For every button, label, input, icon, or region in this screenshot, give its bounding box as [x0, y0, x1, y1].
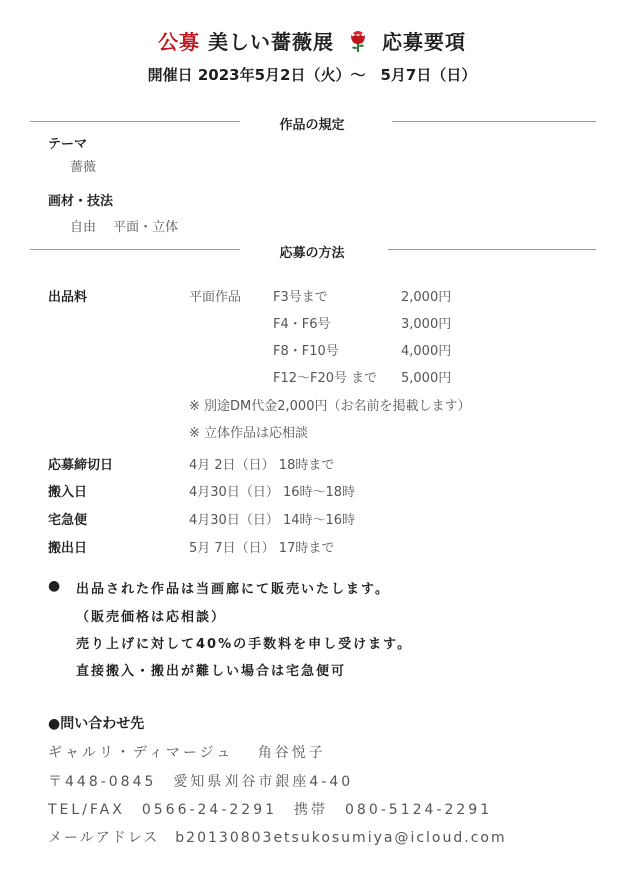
fee-price: 3,000円 [401, 317, 452, 332]
event-date: 開催日 2023年5月2日（火）～ 5月7日（日） [147, 66, 477, 84]
bullet-icon: ● [48, 578, 63, 594]
material-label: 画材・技法 [48, 194, 114, 209]
fee-price: 2,000円 [401, 290, 452, 305]
dm-note: ※ 別途DM代金2,000円（お名前を掲載します） [189, 399, 471, 414]
page-title [0, 26, 624, 58]
contact-tel: TEL/FAX 0566-24-2291 携帯 080-5124-2291 [48, 802, 493, 818]
fee-size: F12〜F20号 まで [273, 371, 378, 386]
sales-line: 売り上げに対して40%の手数料を申し受けます。 [76, 637, 413, 652]
title-main: 美しい薔薇展 [208, 30, 335, 54]
fee-label: 出品料 [48, 290, 88, 305]
title-suffix: 応募要項 [381, 30, 466, 54]
contact-mail: メールアドレス b20130803etsukosumiya@icloud.com [48, 830, 507, 846]
fee-category: 平面作品 [189, 290, 242, 305]
rose-icon [348, 29, 368, 58]
section-heading-rules: 作品の規定 [279, 118, 345, 133]
sales-line: 出品された作品は当画廊にて販売いたします。 [76, 582, 390, 597]
fee-size: F8・F10号 [273, 344, 339, 359]
contact-address: 〒448-0845 愛知県刈谷市銀座4-40 [48, 774, 354, 790]
3d-note: ※ 立体作品は応相談 [189, 426, 309, 441]
schedule-value: 4月30日（日） 16時〜18時 [189, 485, 356, 500]
theme-value: 薔薇 [70, 160, 97, 175]
schedule-label: 搬出日 [48, 541, 88, 556]
schedule-label: 応募締切日 [48, 458, 114, 473]
schedule-label: 搬入日 [48, 485, 88, 500]
divider-right [392, 121, 596, 122]
contact-gallery: ギャルリ・ディマージュ 角谷悦子 [48, 745, 326, 761]
sales-line: 直接搬入・搬出が難しい場合は宅急便可 [76, 664, 347, 679]
schedule-value: 4月30日（日） 14時〜16時 [189, 513, 356, 528]
fee-price: 5,000円 [401, 371, 452, 386]
contact-heading: ●問い合わせ先 [48, 716, 145, 732]
title-prefix: 公募 [158, 30, 201, 54]
fee-size: F4・F6号 [273, 317, 331, 332]
fee-price: 4,000円 [401, 344, 452, 359]
theme-label: テーマ [48, 137, 88, 152]
fee-size: F3号まで [273, 290, 328, 305]
divider-right [388, 249, 596, 250]
schedule-value: 5月 7日（日） 17時まで [189, 541, 335, 556]
schedule-label: 宅急便 [48, 513, 88, 528]
sales-line: （販売価格は応相談） [76, 610, 227, 625]
schedule-value: 4月 2日（日） 18時まで [189, 458, 335, 473]
section-heading-application: 応募の方法 [279, 246, 345, 261]
material-value: 自由 平面・立体 [70, 220, 179, 235]
